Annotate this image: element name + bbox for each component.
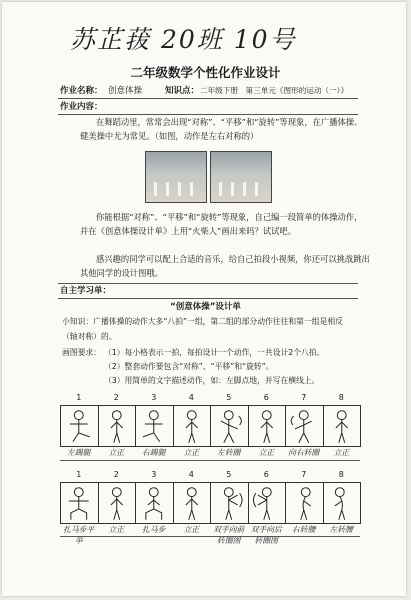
stick-figure-cell (98, 405, 137, 447)
stick-figure-cell (135, 405, 174, 447)
knowledge-label: 知识点： (165, 86, 200, 96)
beat-number: 3 (151, 470, 157, 479)
intro-paragraph-1: 在舞蹈动里，常常会出现“对称”、“平移”和“旋转”等现象，在广播体操、健美操中尤为常见。（如图，动作是左右对称的） (80, 117, 363, 141)
beat-numbers-row-1 (60, 393, 360, 402)
answer-line (60, 460, 360, 461)
action-labels-row-2 (60, 524, 360, 546)
rules-label: 画图要求： (62, 348, 101, 357)
beat-number: 3 (151, 393, 157, 402)
divider (58, 298, 358, 299)
beat-number: 8 (338, 470, 344, 479)
stick-figure-cell (285, 405, 324, 447)
stick-figure-cell (60, 405, 99, 447)
action-label: 左踢腿 (67, 448, 91, 457)
action-label: 右转腰 (292, 525, 316, 534)
action-labels-row-1 (60, 447, 360, 458)
beat-number: 2 (113, 393, 119, 402)
action-label: 立正 (108, 448, 125, 457)
work-name-label: 作业名称： (60, 86, 103, 96)
self-study-label: 自主学习单： (60, 286, 112, 296)
tip-text: 小知识：广播体操的动作大多“八拍”一组，第二组的部分动作往往和第一组是相反（轴对称）的。 (62, 317, 343, 341)
action-label: 右踢腿 (142, 448, 166, 457)
stick-figure-cell (173, 405, 212, 447)
action-label: 立正 (333, 448, 350, 457)
rule-1: （1）每小格表示一拍，每拍设计一个动作，一共设计2个八拍。 (104, 348, 325, 357)
stick-figure-cell (248, 405, 287, 447)
beat-number: 8 (338, 393, 344, 402)
action-label: 立正 (183, 448, 200, 457)
rule-3: （3）用简单的文字描述动作，如：左脚点地，并写在横线上。 (104, 376, 320, 385)
beat-number: 5 (226, 470, 232, 479)
stick-figure-cell (60, 482, 99, 524)
answer-line (60, 536, 360, 537)
beat-numbers-row-2 (60, 470, 360, 479)
beat-number: 4 (188, 393, 194, 402)
stick-figure-cell (248, 482, 287, 524)
stick-figure-cell (210, 405, 249, 447)
exercise-photo-left (145, 151, 207, 203)
page-title: 二年级数学个性化作业设计 (130, 65, 281, 80)
beat-number: 7 (301, 393, 307, 402)
action-label: 左转腰 (329, 525, 353, 534)
action-label: 立正 (183, 525, 200, 534)
content-label: 作业内容： (60, 102, 103, 112)
beat-number: 6 (263, 470, 269, 479)
work-name-value: 创意体操 (108, 86, 143, 96)
beat-number: 1 (76, 393, 82, 402)
student-name-handwritten: 苏芷菝 20班 10号 (70, 25, 297, 54)
beat-number: 4 (188, 470, 194, 479)
action-label: 扎马步平举 (63, 525, 95, 545)
action-label: 向右转圈 (288, 448, 320, 457)
beat-number: 5 (226, 393, 232, 402)
rule-2: （2）整套动作要包含“对称”、“平移”和“旋转”。 (104, 362, 274, 371)
beat-number: 7 (301, 470, 307, 479)
stick-figure-cell (323, 405, 362, 447)
action-label: 立正 (258, 448, 275, 457)
stick-figure-grid-row-1 (60, 405, 360, 447)
action-label: 扎马步 (142, 525, 166, 534)
stick-figure-cell (323, 482, 362, 524)
design-sheet-title: “创意体操”设计单 (170, 302, 241, 312)
divider (58, 283, 358, 284)
stick-figure-cell (135, 482, 174, 524)
divider (58, 98, 358, 99)
intro-paragraph-2: 你能根据“对称”、“平移”和“旋转”等现象，自己编一段简单的体操动作，并在《创意体操设计单》上用“火柴人”画出来吗？试试吧。 (80, 212, 363, 236)
beat-number: 6 (263, 393, 269, 402)
stick-figure-cell (285, 482, 324, 524)
stick-figure-grid-row-2 (60, 482, 360, 524)
stick-figure-cell (98, 482, 137, 524)
exercise-photo-right (210, 151, 272, 203)
stick-figure-cell (173, 482, 212, 524)
action-label: 左转圈 (217, 448, 241, 457)
action-label: 立正 (108, 525, 125, 534)
stick-figure-cell (210, 482, 249, 524)
knowledge-value: 二年级下册 第三单元《图形的运动（一）》 (200, 86, 349, 95)
action-label: 双手向前转圈图 (213, 525, 245, 545)
beat-number: 1 (76, 470, 82, 479)
beat-number: 2 (113, 470, 119, 479)
action-label: 双手向后转圈图 (250, 525, 282, 545)
intro-paragraph-3: 感兴趣的同学可以配上合适的音乐，给自己拍段小视频，你还可以挑战跳出其他同学的设计图哦。 (80, 254, 370, 278)
